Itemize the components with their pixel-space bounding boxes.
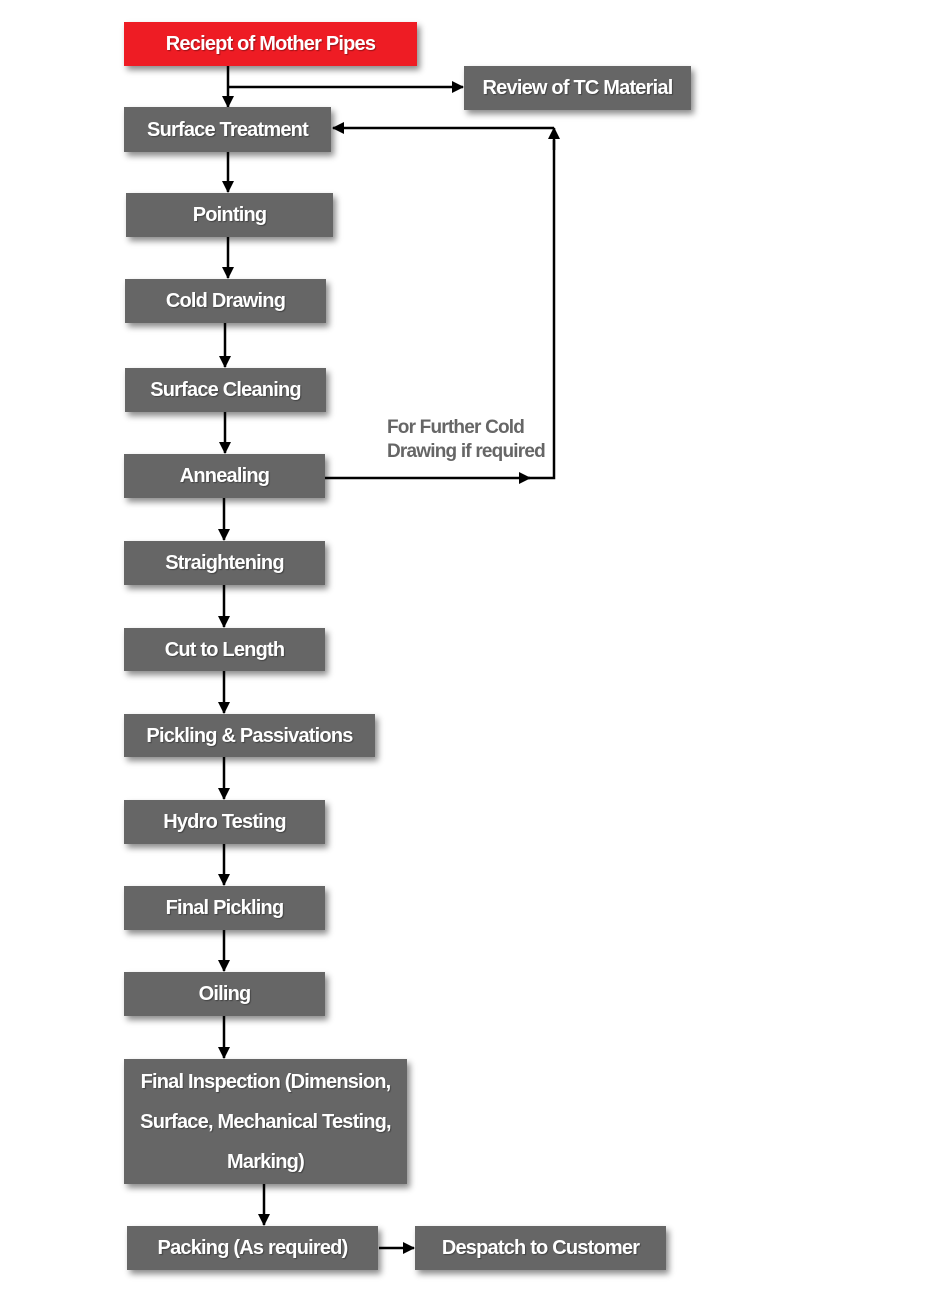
surface-treatment-box: Surface Treatment bbox=[124, 107, 331, 152]
despatch-to-customer-box: Despatch to Customer bbox=[415, 1226, 666, 1270]
final-inspection-box: Final Inspection (Dimension, Surface, Mechanical Testing, Marking) bbox=[124, 1059, 407, 1184]
review-tc-material-box: Review of TC Material bbox=[464, 66, 691, 110]
straightening-box: Straightening bbox=[124, 541, 325, 585]
oiling-box: Oiling bbox=[124, 972, 325, 1016]
loop-note bbox=[387, 416, 545, 464]
surface-cleaning-box: Surface Cleaning bbox=[125, 368, 326, 412]
pickling-passivations-box: Pickling & Passivations bbox=[124, 714, 375, 757]
cold-drawing-box: Cold Drawing bbox=[125, 279, 326, 323]
final-pickling-box: Final Pickling bbox=[124, 886, 325, 930]
packing-box: Packing (As required) bbox=[127, 1226, 378, 1270]
hydro-testing-box: Hydro Testing bbox=[124, 800, 325, 844]
pointing-box: Pointing bbox=[126, 193, 333, 237]
receipt-of-mother-pipes-box: Reciept of Mother Pipes bbox=[124, 22, 417, 66]
annealing-box: Annealing bbox=[124, 454, 325, 498]
loop-note-line1: For Further Cold bbox=[387, 417, 525, 438]
cut-to-length-box: Cut to Length bbox=[124, 628, 325, 671]
loop-note-line2: Drawing if required bbox=[387, 441, 545, 462]
